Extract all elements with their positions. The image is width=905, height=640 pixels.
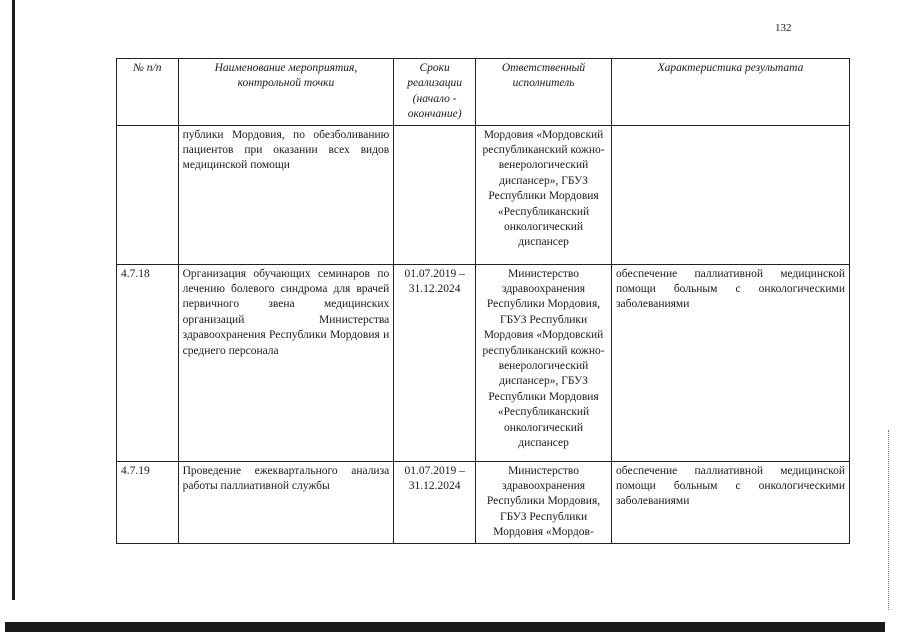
scan-bottom-edge [5,622,885,632]
scan-left-edge [12,0,15,600]
header-term: Сроки реализации (начало - окончание) [394,59,476,126]
cell-result: обеспечение паллиативной медицинской помощи больным с онкологическими заболеваниями [612,461,850,543]
cell-responsible: Мордовия «Мордовский республиканский кожно-венерологический диспансер», ГБУЗ Республики Мордовия «Республиканский онкологический диспансер [476,125,612,264]
cell-result: обеспечение паллиативной медицинской помощи больным с онкологическими заболеваниями [612,264,850,461]
table-row [117,264,850,461]
measures-table [116,58,850,544]
cell-num [117,125,179,264]
cell-term: 01.07.2019 – 31.12.2024 [394,461,476,543]
cell-responsible: Министерство здравоохранения Республики Мордовия, ГБУЗ Республики Мордовия «Мордов- [476,461,612,543]
cell-responsible: Министерство здравоохранения Республики Мордовия, ГБУЗ Республики Мордовия «Мордовский республиканский кожно-венерологический диспансер», ГБУЗ Республики Мордовия «Республиканский онкологический диспансер [476,264,612,461]
cell-result [612,125,850,264]
header-num: № п/п [117,59,179,126]
scan-right-edge-marks [888,430,893,610]
cell-num: 4.7.19 [117,461,179,543]
header-name: Наименование мероприятия, контрольной точки [178,59,394,126]
cell-term: 01.07.2019 – 31.12.2024 [394,264,476,461]
cell-name: Проведение ежеквартального анализа работы паллиативной службы [178,461,394,543]
table-header-row [117,59,850,126]
page-number: 132 [775,22,792,34]
cell-name: Организация обучающих семинаров по лечению болевого синдрома для врачей первичного звена медицинских организаций Министерства здравоохранения Республики Мордовия и среднего персонала [178,264,394,461]
table-row [117,461,850,543]
table-row [117,125,850,264]
cell-name: публики Мордовия, по обезболиванию пациентов при оказании всех видов медицинской помощи [178,125,394,264]
cell-term [394,125,476,264]
header-responsible: Ответственный исполнитель [476,59,612,126]
cell-num: 4.7.18 [117,264,179,461]
header-result: Характеристика результата [612,59,850,126]
